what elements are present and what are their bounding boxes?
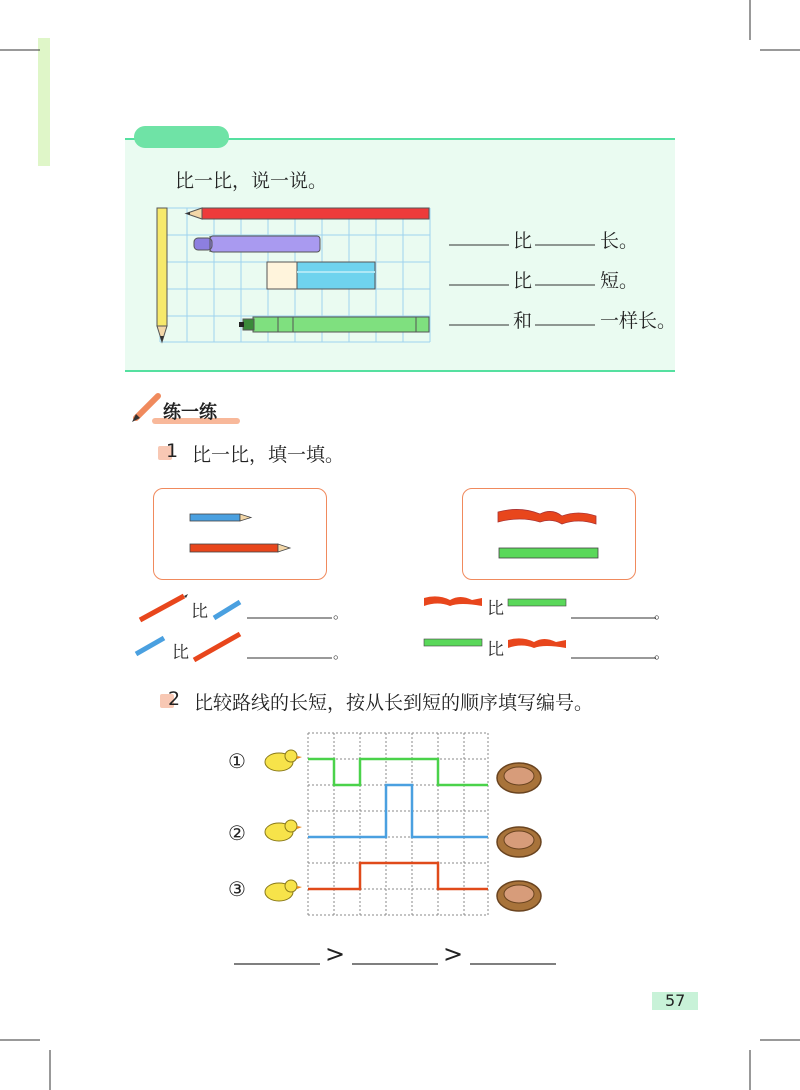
page-number: 57 xyxy=(665,991,686,1010)
q1-right-row1-compare: 比 xyxy=(487,599,504,619)
blue-pencil-icon xyxy=(190,514,251,521)
sentence-3-word: 和 xyxy=(513,310,533,332)
practice-title: 练一练 xyxy=(163,402,217,423)
q1-card-right-items xyxy=(462,488,634,578)
q1-number: 1 xyxy=(166,440,179,462)
red-pencil-icon xyxy=(140,594,188,620)
blue-eraser-icon xyxy=(267,262,375,289)
blue-pencil-icon xyxy=(136,638,164,654)
q2-gt-1: > xyxy=(325,940,346,968)
example-instruction: 比一比，说一说。 xyxy=(175,170,328,192)
q1-left-row2-period: 。 xyxy=(333,644,349,662)
q2-answer-lines xyxy=(230,944,570,974)
q1-right-row2-period: 。 xyxy=(654,644,670,662)
green-strip-icon xyxy=(499,548,598,558)
red-pencil-icon xyxy=(190,544,290,552)
red-ribbon-icon xyxy=(508,638,566,648)
green-strip-icon xyxy=(508,599,566,606)
q1-left-row1-compare: 比 xyxy=(191,602,208,622)
route-label-1: ① xyxy=(228,749,246,773)
green-marker-icon xyxy=(239,317,429,332)
nest-icon xyxy=(497,763,541,793)
sentence-1-end: 长。 xyxy=(600,230,639,252)
sentence-2-end: 短。 xyxy=(600,270,639,292)
route-1 xyxy=(308,759,488,785)
sentence-1-word: 比 xyxy=(513,230,533,252)
chick-icon xyxy=(265,880,302,901)
sentence-2-word: 比 xyxy=(513,270,533,292)
nest-icon xyxy=(497,881,541,911)
q1-right-answers xyxy=(420,588,680,668)
q2-text: 比较路线的长短，按从长到短的顺序填写编号。 xyxy=(194,692,594,714)
q2-gt-2: > xyxy=(443,940,464,968)
purple-crayon-icon xyxy=(194,236,320,252)
red-ribbon-icon xyxy=(498,509,596,524)
yellow-pencil-icon xyxy=(157,208,167,342)
blue-pencil-icon xyxy=(214,602,240,618)
q1-left-row1-period: 。 xyxy=(333,604,349,622)
route-label-3: ③ xyxy=(228,877,246,901)
red-pencil-icon xyxy=(186,208,429,219)
q1-card-left-pencils xyxy=(153,488,325,578)
red-ribbon-icon xyxy=(424,596,482,606)
sentence-3-end: 一样长。 xyxy=(600,310,677,332)
comparison-grid-figure xyxy=(150,200,440,350)
q1-text: 比一比，填一填。 xyxy=(192,444,345,466)
chick-icon xyxy=(265,750,302,771)
q2-number: 2 xyxy=(168,688,181,710)
green-strip-icon xyxy=(424,639,482,646)
q1-left-row2-compare: 比 xyxy=(172,643,189,663)
q1-right-row2-compare: 比 xyxy=(487,640,504,660)
nest-icon xyxy=(497,827,541,857)
route-label-2: ② xyxy=(228,821,246,845)
red-pencil-icon xyxy=(194,634,240,660)
route-3 xyxy=(308,863,488,889)
q1-right-row1-period: 。 xyxy=(654,604,670,622)
example-tab xyxy=(134,126,229,148)
route-grid xyxy=(305,730,495,920)
chick-icon xyxy=(265,820,302,841)
q1-left-answers xyxy=(130,588,360,668)
